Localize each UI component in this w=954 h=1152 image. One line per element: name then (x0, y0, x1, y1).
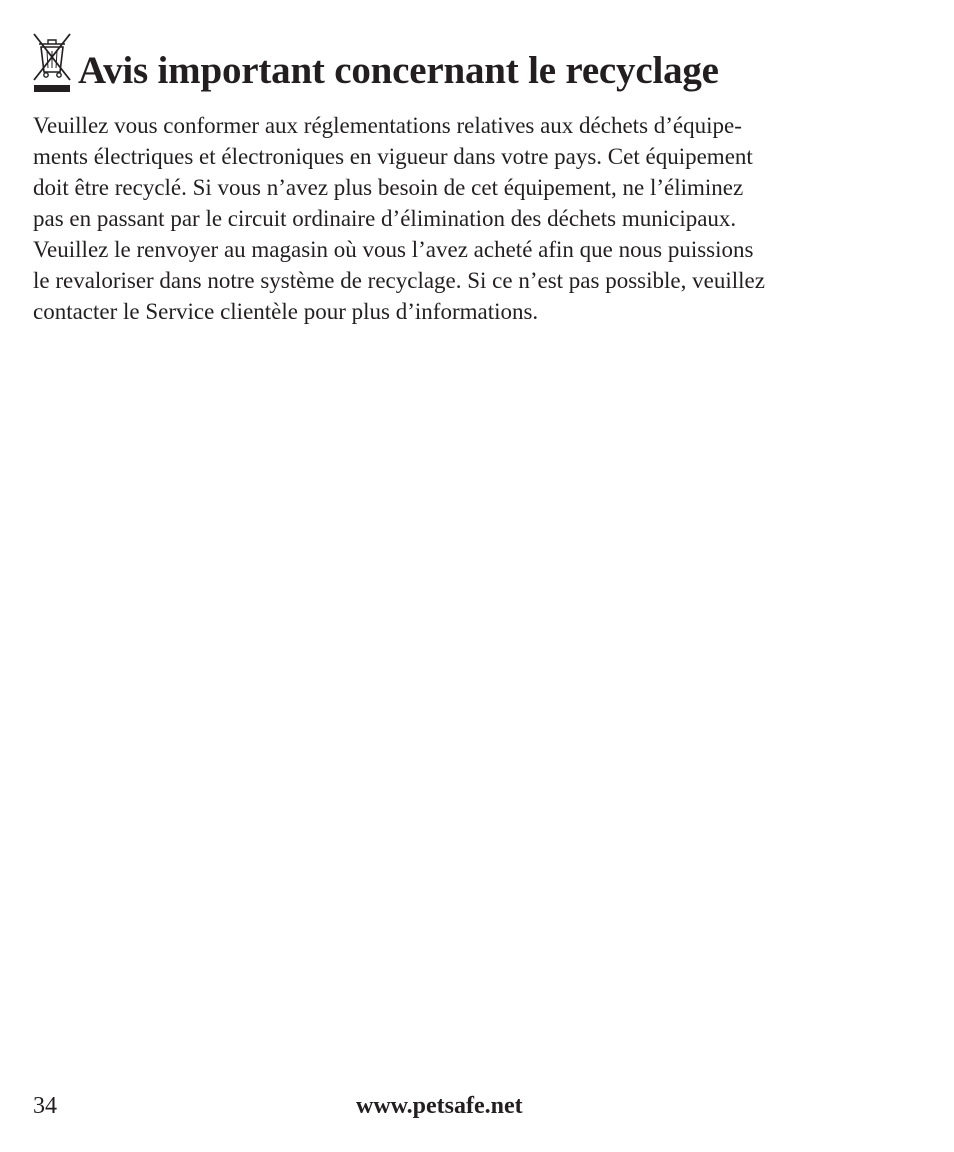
paragraph-line: Veuillez vous conformer aux réglementations relatives aux déchets d’équipe- (33, 113, 742, 138)
paragraph-line: le revaloriser dans notre système de recyclage. Si ce n’est pas possible, veuillez (33, 268, 765, 293)
footer-website-url: www.petsafe.net (356, 1093, 523, 1119)
recycling-notice-paragraph (33, 110, 933, 327)
page-title: Avis important concernant le recyclage (78, 49, 719, 92)
paragraph-line: Veuillez le renvoyer au magasin où vous l’avez acheté afin que nous puissions (33, 237, 754, 262)
section-heading (32, 30, 719, 94)
paragraph-line: contacter le Service clientèle pour plus d’informations. (33, 299, 539, 324)
paragraph-line: ments électriques et électroniques en vigueur dans votre pays. Cet équipement (33, 144, 753, 169)
crossed-out-wheelie-bin-icon (32, 30, 72, 94)
page-number: 34 (33, 1093, 57, 1119)
paragraph-line: doit être recyclé. Si vous n’avez plus besoin de cet équipement, ne l’éliminez (33, 175, 744, 200)
paragraph-line: pas en passant par le circuit ordinaire d’élimination des déchets municipaux. (33, 206, 737, 231)
